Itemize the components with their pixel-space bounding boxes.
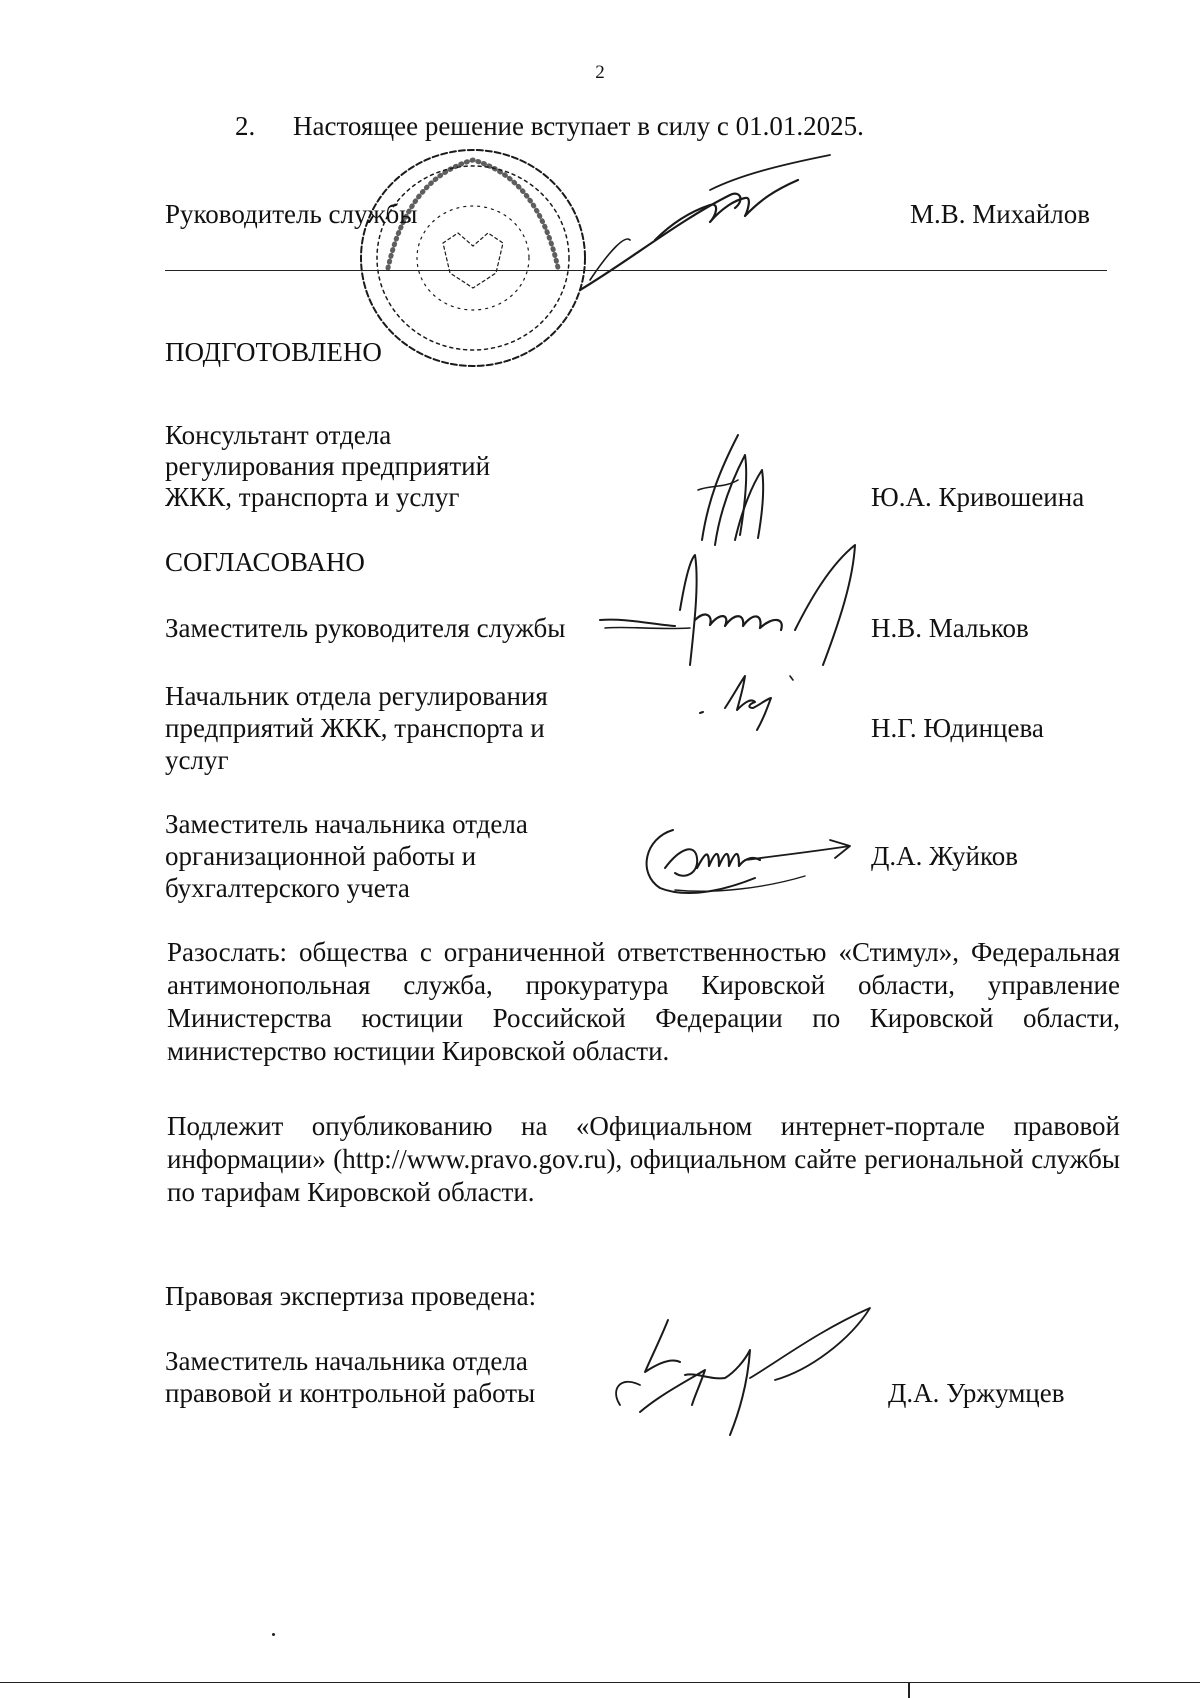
legal-review-name: Д.А. Уржумцев: [888, 1378, 1065, 1408]
prepared-position-line: регулирования предприятий: [165, 451, 491, 481]
agreed-position-line: Заместитель руководителя службы: [165, 613, 566, 643]
scan-dot: [272, 1633, 275, 1636]
head-title: Руководитель службы: [165, 199, 418, 229]
clause-text: Настоящее решение вступает в силу с 01.01.2025.: [293, 111, 864, 141]
head-name: М.В. Михайлов: [910, 199, 1091, 229]
legal-review-heading: Правовая экспертиза проведена:: [165, 1281, 537, 1311]
agreed-position-line: предприятий ЖКК, транспорта и: [165, 713, 545, 743]
prepared-position-line: ЖКК, транспорта и услуг: [165, 482, 460, 512]
prepared-heading: ПОДГОТОВЛЕНО: [165, 337, 382, 367]
legal-review-position-line: Заместитель начальника отдела: [165, 1346, 528, 1376]
agreed-signer-name: Д.А. Жуйков: [871, 841, 1018, 871]
agreed-signature-zhuikov: [635, 818, 865, 900]
agreed-signer-name: Н.Г. Юдинцева: [871, 713, 1044, 743]
agreed-heading: СОГЛАСОВАНО: [165, 547, 365, 577]
bottom-tick: [908, 1682, 910, 1698]
agreed-position-line: организационной работы и: [165, 841, 477, 871]
agreed-position-line: Начальник отдела регулирования: [165, 681, 548, 711]
legal-review-position-line: правовой и контрольной работы: [165, 1378, 536, 1408]
prepared-name: Ю.А. Кривошеина: [871, 482, 1085, 512]
legal-review-signature: [600, 1300, 890, 1440]
bottom-border: [0, 1682, 1200, 1683]
agreed-signature-yudintseva: [695, 668, 815, 738]
agreed-signature-malkov: [595, 540, 895, 670]
agreed-position-line: услуг: [165, 745, 229, 775]
page-number: 2: [595, 62, 605, 83]
head-signature: [570, 150, 840, 300]
signature-divider: [165, 270, 1107, 271]
agreed-signer-name: Н.В. Мальков: [871, 613, 1029, 643]
prepared-position-line: Консультант отдела: [165, 420, 392, 450]
official-seal: [348, 138, 598, 378]
agreed-position-line: бухгалтерского учета: [165, 873, 410, 903]
publication-note: Подлежит опубликованию на «Официальном интернет-портале правовой информации» (http://www.pravo.gov.ru), официальном сайте региональной службы по тарифам Кировской области.: [167, 1111, 1120, 1207]
prepared-signature: [690, 430, 780, 550]
distribution-list: Разослать: общества с ограниченной ответственностью «Стимул», Федеральная антимонопольная служба, прокуратура Кировской области, управление Министерства юстиции Российской Федерации по Кировской области, министерство юстиции Кировской области.: [167, 937, 1120, 1066]
clause-number: 2.: [235, 111, 256, 141]
agreed-position-line: Заместитель начальника отдела: [165, 809, 528, 839]
